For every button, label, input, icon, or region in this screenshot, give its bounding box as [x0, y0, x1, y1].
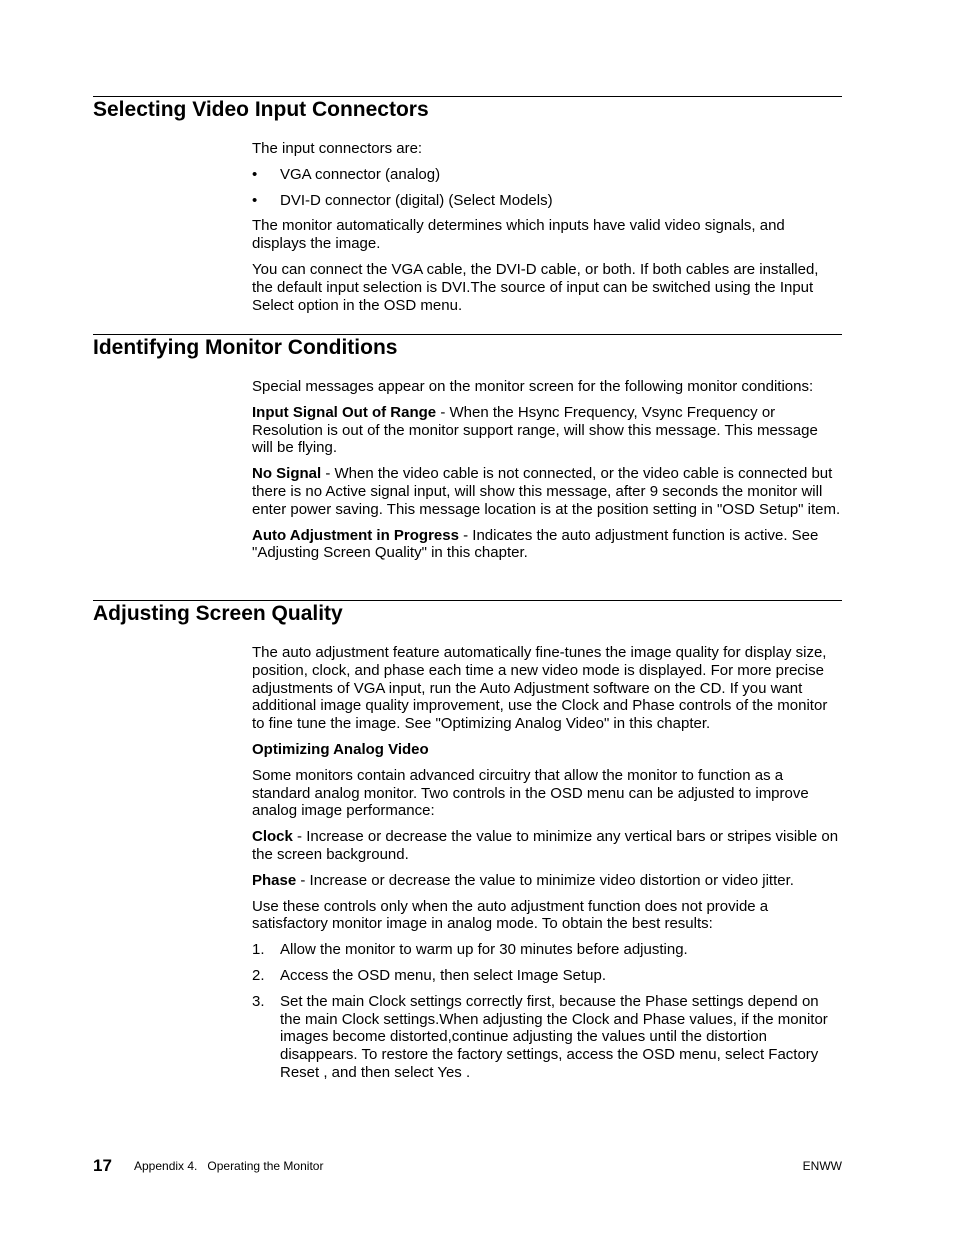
definition-term: No Signal — [252, 465, 322, 483]
locale-code: ENWW — [802, 1159, 842, 1173]
numbered-step — [252, 993, 842, 1082]
page-number: 17 — [93, 1156, 112, 1175]
definition-item — [252, 404, 842, 457]
definition-term: Auto Adjustment in Progress — [252, 526, 459, 544]
definition-text: - When the video cable is not connected, or the video cable is connected but there is no Active signal input, will show this message, after 9 seconds the monitor will enter power saving. This message location is at the position setting in "OSD Setup" item. — [252, 465, 841, 518]
definition-text: - Indicates the auto adjustment function is active. See "Adjusting Screen Quality" in this chapter. — [252, 526, 819, 562]
section-heading: Identifying Monitor Conditions — [93, 336, 398, 359]
definition-item — [252, 828, 842, 864]
bullet-icon: • — [252, 191, 258, 209]
definition-term: Phase — [252, 871, 297, 889]
section-body — [252, 378, 842, 570]
section-selecting-video-input — [93, 96, 842, 122]
numbered-step — [252, 941, 842, 959]
section-identifying-monitor-conditions — [93, 334, 842, 360]
step-number: 2. — [252, 966, 265, 984]
numbered-step — [252, 967, 842, 985]
subheading-text: Optimizing Analog Video — [252, 740, 429, 758]
section-heading: Selecting Video Input Connectors — [93, 98, 429, 121]
definition-item — [252, 872, 842, 890]
paragraph: You can connect the VGA cable, the DVI-D cable, or both. If both cables are installed, the default input selection is DVI.The source of input can be switched using the Input Select option in the OSD menu. — [252, 260, 819, 314]
definition-text: - Increase or decrease the value to minimize any vertical bars or stripes visible on the screen background. — [252, 828, 839, 863]
section-heading: Adjusting Screen Quality — [93, 602, 343, 625]
subheading — [252, 741, 842, 759]
list-item-text: VGA connector (analog) — [280, 165, 441, 183]
bullet-icon: • — [252, 165, 258, 183]
chapter-title: Appendix 4. Operating the Monitor — [134, 1159, 324, 1173]
definition-term: Clock — [252, 828, 293, 846]
section-adjusting-screen-quality — [93, 600, 842, 626]
definition-text: - Increase or decrease the value to minimize video distortion or video jitter. — [296, 871, 794, 889]
list-item-text: DVI-D connector (digital) (Select Models) — [280, 191, 553, 209]
definition-term: Input Signal Out of Range — [252, 403, 437, 421]
step-text: Set the main Clock settings correctly first, because the Phase settings depend on the main Clock settings.When adjusting the Clock and Phase values, if the monitor images become distorted,continue adjusting the values until the distortion disappears. To restore the factory settings, access the OSD menu, select Factory Reset , and then select Yes . — [280, 992, 828, 1081]
section-body — [252, 644, 842, 1090]
paragraph: Special messages appear on the monitor screen for the following monitor conditions: — [252, 378, 814, 395]
step-text: Access the OSD menu, then select Image Setup. — [280, 966, 607, 984]
step-text: Allow the monitor to warm up for 30 minutes before adjusting. — [280, 941, 688, 959]
section-body — [252, 140, 842, 322]
paragraph: Some monitors contain advanced circuitry that allow the monitor to function as a standard analog monitor. Two controls in the OSD menu can be adjusted to improve analog image performance: — [252, 766, 809, 820]
paragraph: The auto adjustment feature automatically fine-tunes the image quality for display size, position, clock, and phase each time a new video mode is displayed. For more precise adjustments of VGA input, run the Auto Adjustment software on the CD. If you want additional image quality improvement, use the Clock and Phase controls of the monitor to fine tune the image. See "Optimizing Analog Video" in this chapter. — [252, 644, 828, 733]
list-item — [252, 166, 842, 184]
definition-item — [252, 527, 842, 563]
step-number: 3. — [252, 992, 265, 1010]
page-footer — [93, 1156, 842, 1176]
step-number: 1. — [252, 941, 265, 959]
paragraph: Use these controls only when the auto adjustment function does not provide a satisfactory monitor image in analog mode. To obtain the best results: — [252, 897, 769, 933]
paragraph: The monitor automatically determines which inputs have valid video signals, and displays the image. — [252, 217, 785, 253]
paragraph: The input connectors are: — [252, 140, 423, 157]
definition-text: - When the Hsync Frequency, Vsync Frequency or Resolution is out of the monitor support range, will show this message. This message will be flying. — [252, 403, 818, 457]
definition-item — [252, 465, 842, 518]
list-item — [252, 192, 842, 210]
